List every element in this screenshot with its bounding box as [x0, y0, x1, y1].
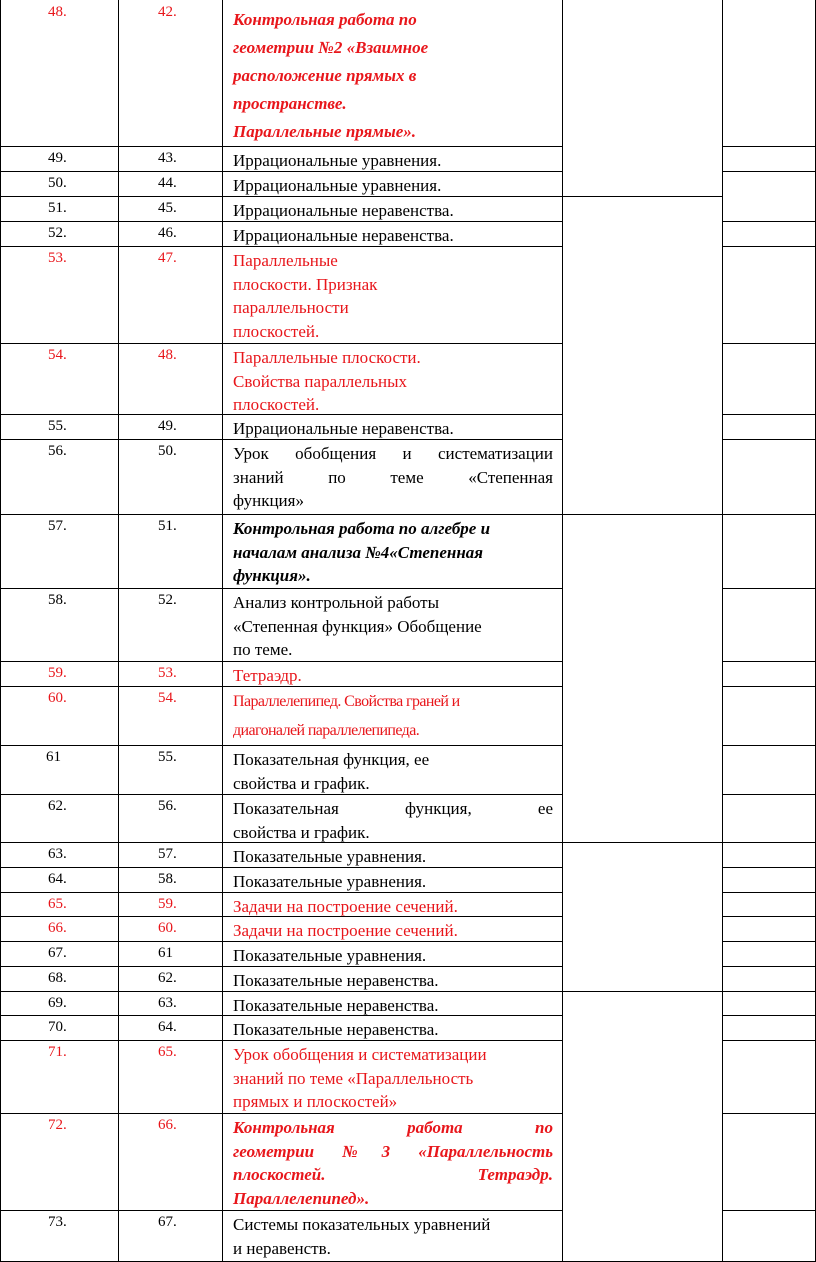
lesson-number: 50.: [158, 443, 177, 459]
topic-line: Тетраэдр.: [233, 666, 302, 685]
row-border: [722, 867, 816, 868]
row-border: [722, 1210, 816, 1211]
row-border: [722, 966, 816, 967]
row-border: [562, 514, 722, 515]
topic-line: Параллельные: [233, 251, 338, 270]
row-number: 56.: [48, 443, 67, 459]
row-number: 72.: [48, 1117, 67, 1133]
topic-line: Иррациональные уравнения.: [233, 151, 442, 170]
lesson-topic: [233, 249, 553, 343]
lesson-number: 49.: [158, 418, 177, 434]
column-border: [222, 0, 223, 1262]
lesson-topic: [233, 6, 553, 146]
row-border: [0, 514, 562, 515]
lesson-topic: [233, 969, 553, 993]
topic-line: Контрольная работа по: [233, 1118, 553, 1137]
lesson-topic: [233, 346, 553, 417]
row-border: [722, 171, 816, 172]
row-number: 58.: [48, 592, 67, 608]
topic-line: функция».: [233, 566, 311, 585]
row-border: [562, 991, 722, 992]
topic-line: Показательные неравенства.: [233, 971, 439, 990]
lesson-topic: [233, 517, 553, 588]
topic-line: геометрии №3 «Параллельность: [233, 1141, 553, 1161]
row-border: [0, 146, 562, 147]
row-border: [0, 1210, 562, 1211]
topic-line: Показательные неравенства.: [233, 1020, 439, 1039]
row-border: [722, 221, 816, 222]
row-number: 70.: [48, 1019, 67, 1035]
topic-line: Урок обобщения и систематизации: [233, 1045, 487, 1064]
lesson-number: 52.: [158, 592, 177, 608]
topic-line: прямых и плоскостей»: [233, 1092, 398, 1111]
lesson-number: 47.: [158, 250, 177, 266]
topic-line: Урок обобщения и систематизации: [233, 444, 553, 463]
lesson-number: 45.: [158, 200, 177, 216]
lesson-topic: [233, 224, 553, 248]
row-number: 65.: [48, 896, 67, 912]
topic-line: свойства и график.: [233, 822, 370, 842]
lesson-number: 56.: [158, 798, 177, 814]
lesson-number: 61: [158, 945, 173, 961]
topic-line: плоскости. Признак: [233, 274, 378, 294]
row-border: [722, 414, 816, 415]
row-number: 63.: [48, 846, 67, 862]
row-number: 59.: [48, 665, 67, 681]
topic-line: Свойства параллельных: [233, 371, 408, 391]
topic-line: свойства и график.: [233, 773, 370, 793]
topic-line: Иррациональные неравенства.: [233, 419, 454, 438]
row-border: [0, 588, 562, 589]
lesson-topic: [233, 174, 553, 198]
lesson-topic: [233, 895, 553, 919]
topic-line: Системы показательных уравнений: [233, 1215, 491, 1234]
row-border: [722, 1113, 816, 1114]
lesson-number: 58.: [158, 871, 177, 887]
lesson-topic: [233, 687, 553, 745]
row-border: [722, 745, 816, 746]
lesson-number: 67.: [158, 1214, 177, 1230]
topic-line: геометрии №2 «Взаимное: [233, 38, 429, 57]
lesson-topic: [233, 870, 553, 894]
row-border: [722, 1040, 816, 1041]
lesson-number: 46.: [158, 225, 177, 241]
row-number: 51.: [48, 200, 67, 216]
topic-line: плоскостей.: [233, 321, 320, 341]
row-number: 48.: [48, 4, 67, 20]
column-border: [722, 0, 723, 1262]
topic-line: Иррациональные неравенства.: [233, 201, 454, 220]
lesson-topic: [233, 944, 553, 968]
row-number: 67.: [48, 945, 67, 961]
topic-line: Контрольная работа по: [233, 10, 417, 29]
row-number: 68.: [48, 970, 67, 986]
lesson-topic: [233, 845, 553, 869]
topic-line: по теме.: [233, 640, 293, 659]
row-border: [722, 892, 816, 893]
lesson-number: 43.: [158, 150, 177, 166]
row-number: 62.: [48, 798, 67, 814]
lesson-topic: [233, 417, 553, 441]
lesson-topic: [233, 664, 553, 688]
row-border: [722, 686, 816, 687]
lesson-topic: [233, 919, 553, 943]
topic-line: Иррациональные уравнения.: [233, 176, 442, 195]
lesson-number: 64.: [158, 1019, 177, 1035]
topic-line: Показательная функция, ее: [233, 750, 430, 769]
topic-line: Параллелепипед. Свойства граней и: [233, 693, 460, 710]
row-number: 64.: [48, 871, 67, 887]
lesson-number: 66.: [158, 1117, 177, 1133]
row-number: 49.: [48, 150, 67, 166]
row-border: [722, 661, 816, 662]
row-border: [562, 842, 722, 843]
column-border: [118, 0, 119, 1262]
topic-line: Параллельные плоскости.: [233, 348, 421, 367]
lesson-topic: [233, 1018, 553, 1042]
topic-line: началам анализа №4«Степенная: [233, 542, 484, 562]
column-border: [0, 0, 1, 1262]
topic-line: Параллелепипед».: [233, 1188, 370, 1208]
row-number: 69.: [48, 995, 67, 1011]
column-border: [562, 0, 563, 1262]
row-number: 71.: [48, 1044, 67, 1060]
row-border: [722, 146, 816, 147]
lesson-number: 63.: [158, 995, 177, 1011]
topic-line: Иррациональные неравенства.: [233, 226, 454, 245]
topic-line: знаний по теме «Параллельность: [233, 1068, 474, 1088]
topic-line: Показательные уравнения.: [233, 946, 427, 965]
row-border: [722, 246, 816, 247]
row-border: [722, 343, 816, 344]
row-number: 61: [46, 749, 61, 765]
topic-line: плоскостей. Тетраэдр.: [233, 1165, 553, 1184]
lesson-number: 42.: [158, 4, 177, 20]
row-number: 50.: [48, 175, 67, 191]
topic-line: Показательная функция, ее: [233, 799, 553, 818]
lesson-topic: [233, 199, 553, 223]
topic-line: диагоналей параллелепипеда.: [233, 722, 420, 739]
lesson-number: 57.: [158, 846, 177, 862]
topic-line: пространстве.: [233, 94, 347, 113]
lesson-number: 51.: [158, 518, 177, 534]
lesson-topic: [233, 994, 553, 1018]
topic-line: Показательные уравнения.: [233, 872, 427, 891]
row-border: [722, 794, 816, 795]
lesson-topic: [233, 442, 553, 513]
row-border: [722, 588, 816, 589]
row-number: 73.: [48, 1214, 67, 1230]
lesson-number: 60.: [158, 920, 177, 936]
row-number: 55.: [48, 418, 67, 434]
row-number: 54.: [48, 347, 67, 363]
row-number: 57.: [48, 518, 67, 534]
row-border: [722, 991, 816, 992]
lesson-number: 44.: [158, 175, 177, 191]
topic-line: Задачи на построение сечений.: [233, 897, 458, 916]
topic-line: параллельности: [233, 298, 349, 317]
row-number: 52.: [48, 225, 67, 241]
row-number: 53.: [48, 250, 67, 266]
lesson-number: 48.: [158, 347, 177, 363]
row-border: [0, 343, 562, 344]
row-border: [722, 439, 816, 440]
topic-line: расположение прямых в: [233, 66, 417, 85]
topic-line: Показательные неравенства.: [233, 996, 439, 1015]
topic-line: плоскостей.: [233, 395, 320, 414]
row-number: 60.: [48, 690, 67, 706]
lesson-topic: [233, 149, 553, 173]
topic-line: «Степенная функция» Обобщение: [233, 616, 482, 636]
lesson-number: 55.: [158, 749, 177, 765]
row-number: 66.: [48, 920, 67, 936]
row-border: [722, 842, 816, 843]
lesson-topic: [233, 591, 553, 662]
lesson-topic: [233, 797, 553, 844]
topic-line: функция»: [233, 491, 304, 510]
topic-line: знаний по теме «Степенная: [233, 467, 553, 487]
row-border: [722, 1015, 816, 1016]
row-border: [722, 514, 816, 515]
lesson-number: 59.: [158, 896, 177, 912]
row-border: [722, 916, 816, 917]
lesson-topic: [233, 1213, 553, 1260]
topic-line: Параллельные прямые».: [233, 122, 417, 141]
lesson-number: 54.: [158, 690, 177, 706]
topic-line: и неравенств.: [233, 1238, 331, 1258]
row-border: [562, 196, 722, 197]
topic-line: Контрольная работа по алгебре и: [233, 519, 491, 538]
lesson-number: 62.: [158, 970, 177, 986]
lesson-number: 65.: [158, 1044, 177, 1060]
topic-line: Показательные уравнения.: [233, 847, 427, 866]
topic-line: Анализ контрольной работы: [233, 593, 440, 612]
row-border: [0, 745, 562, 746]
row-border: [722, 941, 816, 942]
topic-line: Задачи на построение сечений.: [233, 921, 458, 940]
lesson-topic: [233, 748, 553, 795]
lesson-number: 53.: [158, 665, 177, 681]
lesson-topic: [233, 1043, 553, 1114]
lesson-topic: [233, 1116, 553, 1210]
